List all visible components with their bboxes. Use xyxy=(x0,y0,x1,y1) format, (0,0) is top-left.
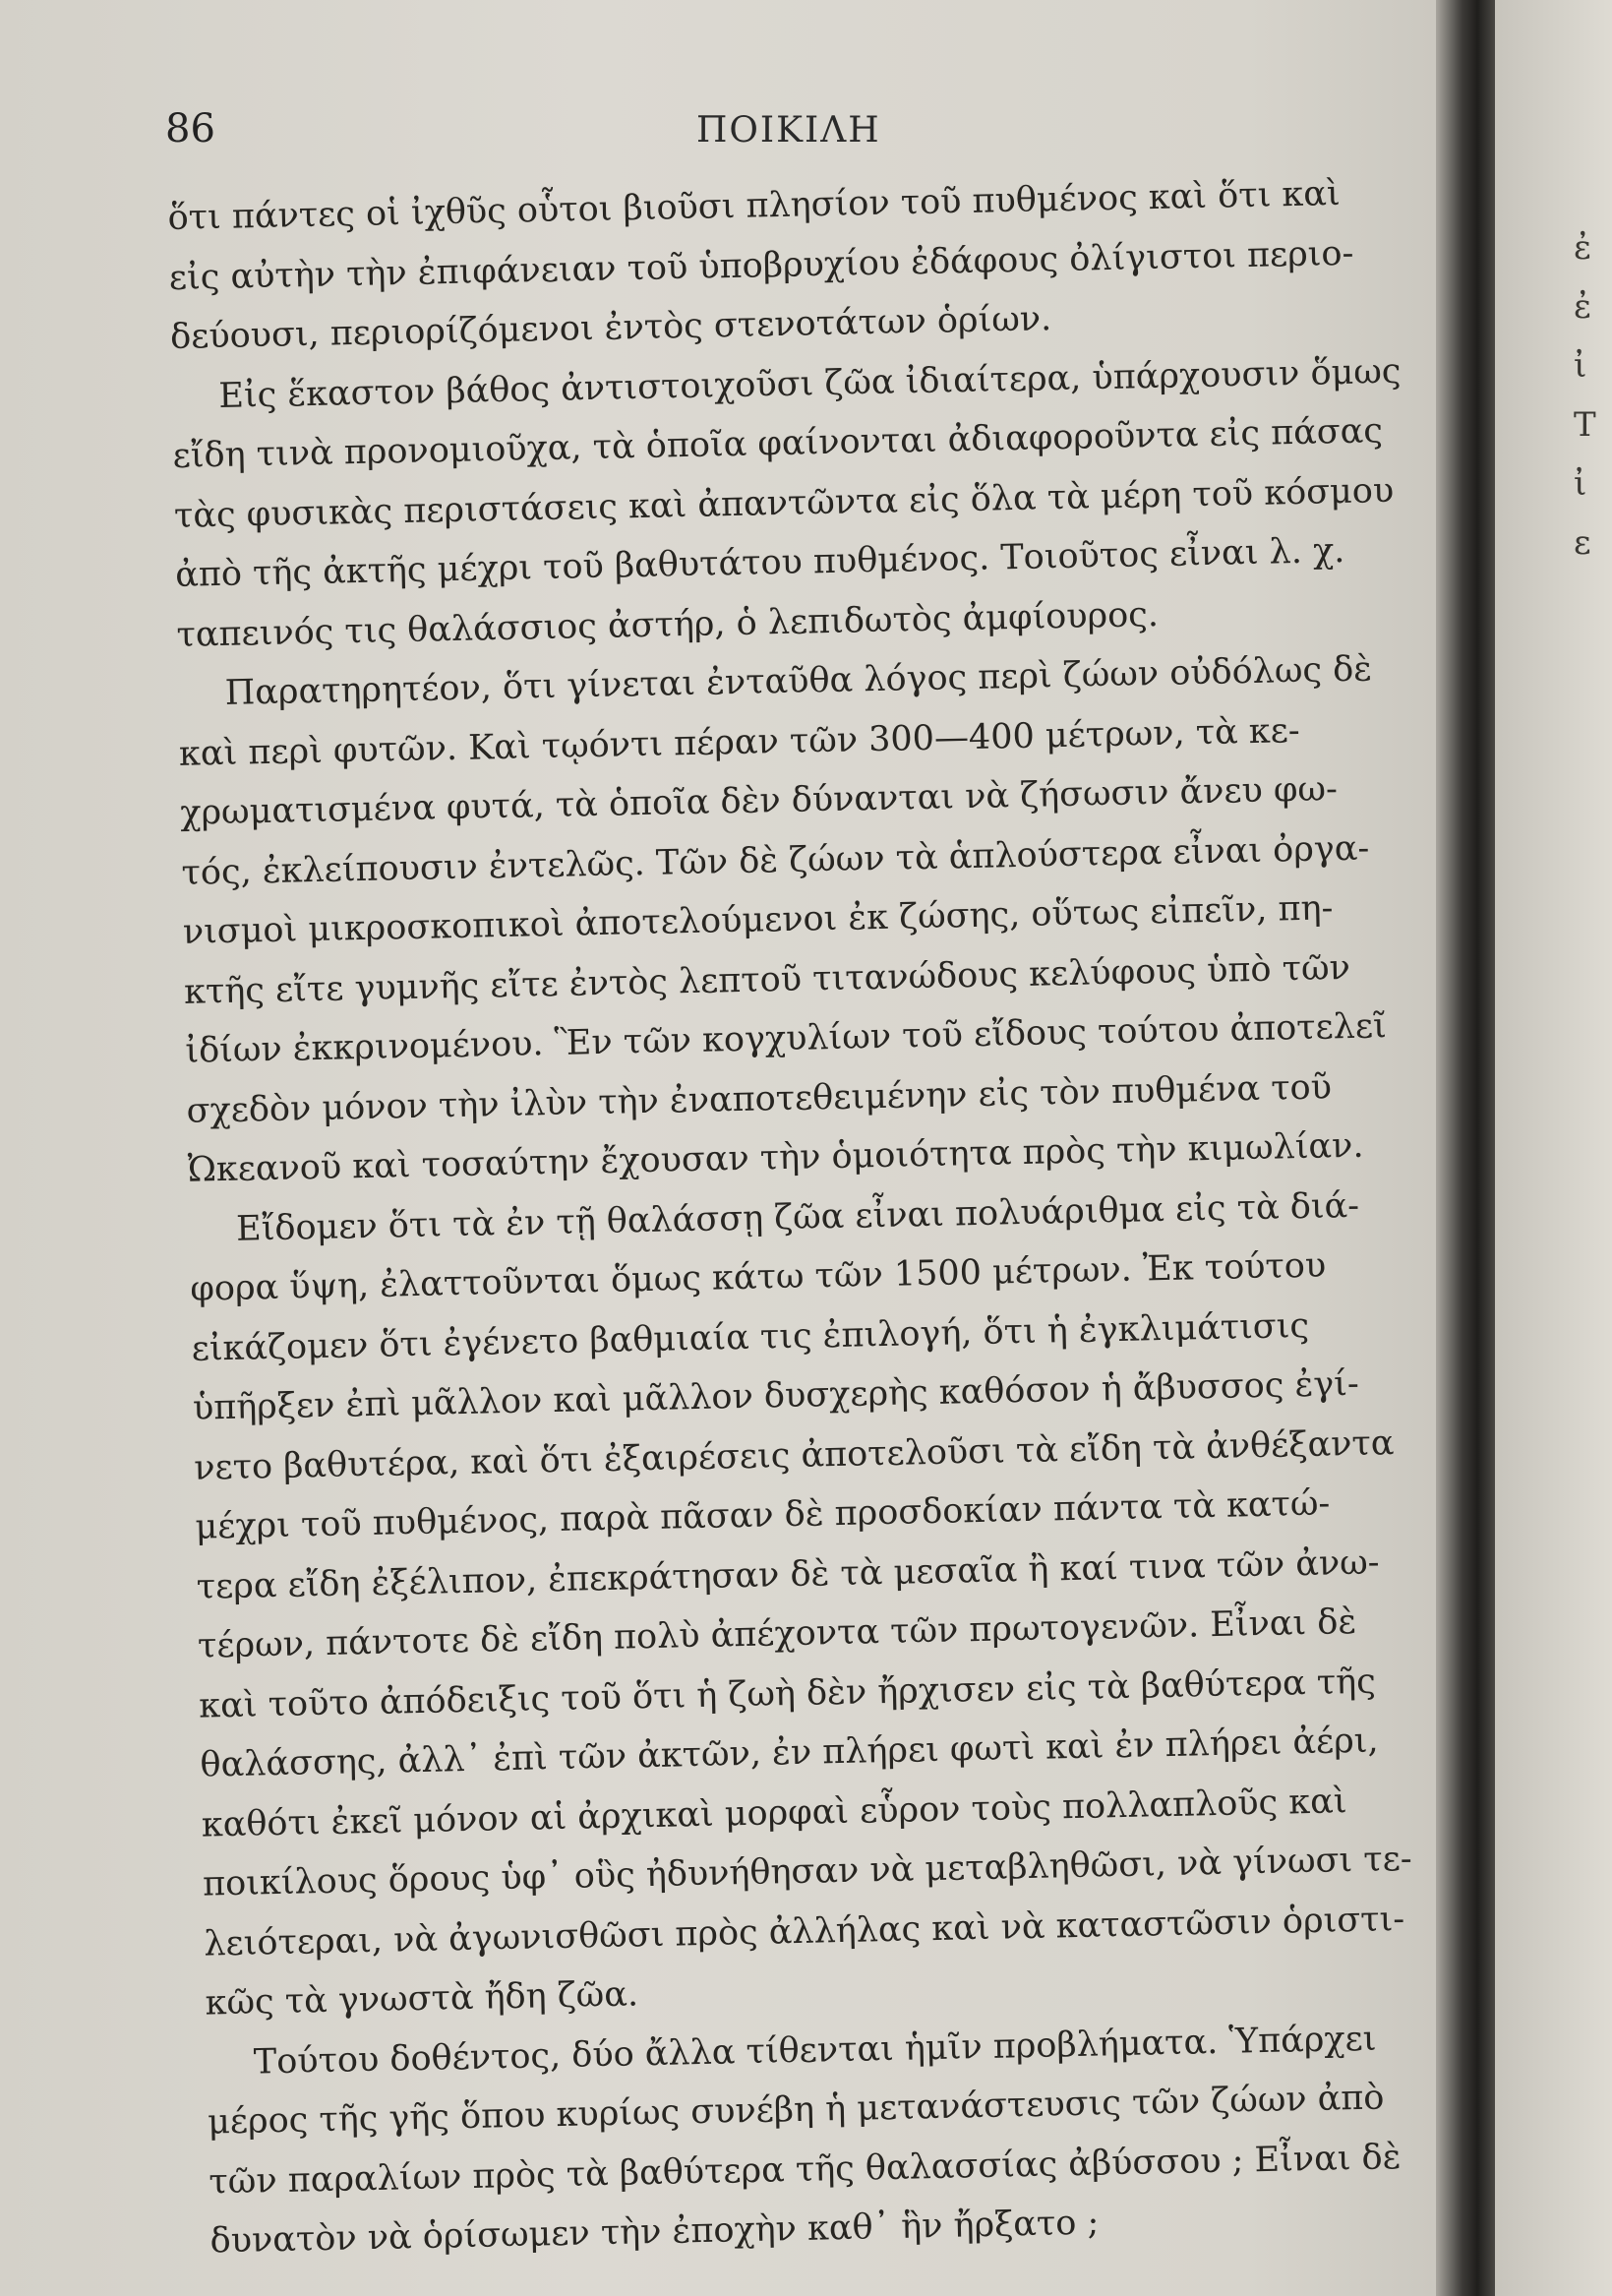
text-line: δυνατὸν νὰ ὁρίσωμεν τὴν ἐποχὴν καθ᾽ ἣν ἤρξατο ; xyxy=(209,2203,1100,2262)
text-line: καὶ περὶ φυτῶν. Καὶ τῳόντι πέραν τῶν 300—400 μέτρων, τὰ κε- xyxy=(178,710,1301,774)
text-line: τέρων, πάντοτε δὲ εἴδη πολὺ ἀπέχοντα τῶν πρωτογενῶν. Εἶναι δὲ xyxy=(197,1602,1357,1666)
text-line: φορα ὕψη, ἐλαττοῦνται ὅμως κάτω τῶν 1500 μέτρων. Ἐκ τούτου xyxy=(190,1245,1327,1309)
text-line: τὰς φυσικὰς περιστάσεις καὶ ἀπαντῶντα εἰς ὅλα τὰ μέρη τοῦ κόσμου xyxy=(173,470,1395,536)
book-gutter xyxy=(1436,0,1495,2296)
facing-page-char: ἰ xyxy=(1574,346,1587,386)
text-line: ἰδίων ἐκκρινομένου. Ἓν τῶν κογχυλίων τοῦ εἴδους τούτου ἀποτελεῖ xyxy=(184,1006,1388,1071)
text-line: ποικίλους ὅρους ὑφ᾽ οὓς ἠδυνήθησαν νὰ μεταβληθῶσι, νὰ γίνωσι τε- xyxy=(202,1839,1412,1904)
text-line: εἰς αὐτὴν τὴν ἐπιφάνειαν τοῦ ὑποβρυχίου ἐδάφους ὀλίγιστοι περιο- xyxy=(168,233,1354,298)
text-line: νετο βαθυτέρα, καὶ ὅτι ἐξαιρέσεις ἀποτελοῦσι τὰ εἴδη τὰ ἀνθέξαντα xyxy=(193,1422,1395,1488)
text-line: Ὠκεανοῦ καὶ τοσαύτην ἔχουσαν τὴν ὁμοιότητα πρὸς τὴν κιμωλίαν. xyxy=(187,1125,1364,1190)
text-line: εἰκάζομεν ὅτι ἐγένετο βαθμιαία τις ἐπιλογή, ὅτι ἡ ἐγκλιμάτισις xyxy=(191,1305,1310,1369)
text-line: σχεδὸν μόνον τὴν ἰλὺν τὴν ἐναποτεθειμένην εἰς τὸν πυθμένα τοῦ xyxy=(186,1066,1333,1131)
text-line: λειότεραι, νὰ ἀγωνισθῶσι πρὸς ἀλλήλας καὶ νὰ καταστῶσιν ὁριστι- xyxy=(203,1899,1405,1964)
text-line: ὑπῆρξεν ἐπὶ μᾶλλον καὶ μᾶλλον δυσχερὴς καθόσον ἡ ἄβυσσος ἐγί- xyxy=(192,1363,1360,1428)
text-line: τός, ἐκλείπουσιν ἐντελῶς. Τῶν δὲ ζώων τὰ ἁπλούστερα εἶναι ὀργα- xyxy=(181,828,1370,893)
text-line: νισμοὶ μικροσκοπικοὶ ἀποτελούμενοι ἐκ ζώσης, οὕτως εἰπεῖν, πη- xyxy=(182,888,1334,952)
facing-page-char: ἐ xyxy=(1574,287,1592,327)
running-title: ΠΟΙΚΙΛΗ xyxy=(696,110,881,151)
text-line: Παρατηρητέον, ὅτι γίνεται ἐνταῦθα λόγος περὶ ζώων οὐδόλως δὲ xyxy=(224,649,1373,713)
text-line: μέρος τῆς γῆς ὅπου κυρίως συνέβη ἡ μετανάστευσις τῶν ζώων ἀπὸ xyxy=(207,2078,1385,2143)
text-line: μέχρι τοῦ πυθμένος, παρὰ πᾶσαν δὲ προσδοκίαν πάντα τὰ κατώ- xyxy=(195,1483,1331,1547)
text-line: ὅτι πάντες οἱ ἰχθῦς οὗτοι βιοῦσι πλησίον τοῦ πυθμένος καὶ ὅτι καὶ xyxy=(167,174,1342,238)
text-line: θαλάσσης, ἀλλ᾽ ἐπὶ τῶν ἀκτῶν, ἐν πλήρει φωτὶ καὶ ἐν πλήρει ἀέρι, xyxy=(200,1721,1379,1785)
text-line: Τούτου δοθέντος, δύο ἄλλα τίθενται ἡμῖν προβλήματα. Ὑπάρχει xyxy=(253,2019,1377,2083)
text-line: δεύουσι, περιορίζόμενοι ἐντὸς στενοτάτων ὁρίων. xyxy=(169,299,1052,357)
text-line: ταπεινός τις θαλάσσιος ἀστήρ, ὁ λεπιδωτὸς ἀμφίουρος. xyxy=(176,594,1160,655)
text-line: κτῆς εἴτε γυμνῆς εἴτε ἐντὸς λεπτοῦ τιτανώδους κελύφους ὑπὸ τῶν xyxy=(183,947,1351,1012)
text-line: τερα εἴδη ἐξέλιπον, ἐπεκράτησαν δὲ τὰ μεσαῖα ἢ καί τινα τῶν ἀνω- xyxy=(196,1541,1380,1607)
facing-page-char: Τ xyxy=(1574,405,1596,445)
page-number: 86 xyxy=(165,106,215,151)
text-line: εἴδη τινὰ προνομιοῦχα, τὰ ὁποῖα φαίνονται ἀδιαφοροῦντα εἰς πάσας xyxy=(172,411,1384,476)
text-line: χρωματισμένα φυτά, τὰ ὁποῖα δὲν δύνανται νὰ ζήσωσιν ἄνευ φω- xyxy=(179,769,1339,833)
text-line: καὶ τοῦτο ἀπόδειξις τοῦ ὅτι ἡ ζωὴ δὲν ἤρχισεν εἰς τὰ βαθύτερα τῆς xyxy=(198,1662,1377,1726)
facing-page-char: ε xyxy=(1574,523,1591,563)
facing-page-char: ἰ xyxy=(1574,464,1587,504)
text-line: τῶν παραλίων πρὸς τὰ βαθύτερα τῆς θαλασσίας ἀβύσσου ; Εἶναι δὲ xyxy=(209,2137,1402,2203)
text-line: καθότι ἐκεῖ μόνον αἱ ἀρχικαὶ μορφαὶ εὗρον τοὺς πολλαπλοῦς καὶ xyxy=(201,1781,1347,1845)
text-line: κῶς τὰ γνωστὰ ἤδη ζῶα. xyxy=(205,1974,639,2024)
text-line: Εἴδομεν ὅτι τὰ ἐν τῇ θαλάσσῃ ζῶα εἶναι πολυάριθμα εἰς τὰ διά- xyxy=(235,1185,1360,1249)
page-header xyxy=(165,106,1395,165)
text-line: ἀπὸ τῆς ἀκτῆς μέχρι τοῦ βαθυτάτου πυθμένος. Τοιοῦτος εἶναι λ. χ. xyxy=(174,531,1345,595)
text-line: Εἰς ἕκαστον βάθος ἀντιστοιχοῦσι ζῶα ἰδιαίτερα, ὑπάρχουσιν ὅμως xyxy=(217,351,1402,416)
body-text xyxy=(167,163,1450,2271)
facing-page-char: ἐ xyxy=(1574,228,1592,268)
facing-page-edge xyxy=(1495,0,1612,2296)
